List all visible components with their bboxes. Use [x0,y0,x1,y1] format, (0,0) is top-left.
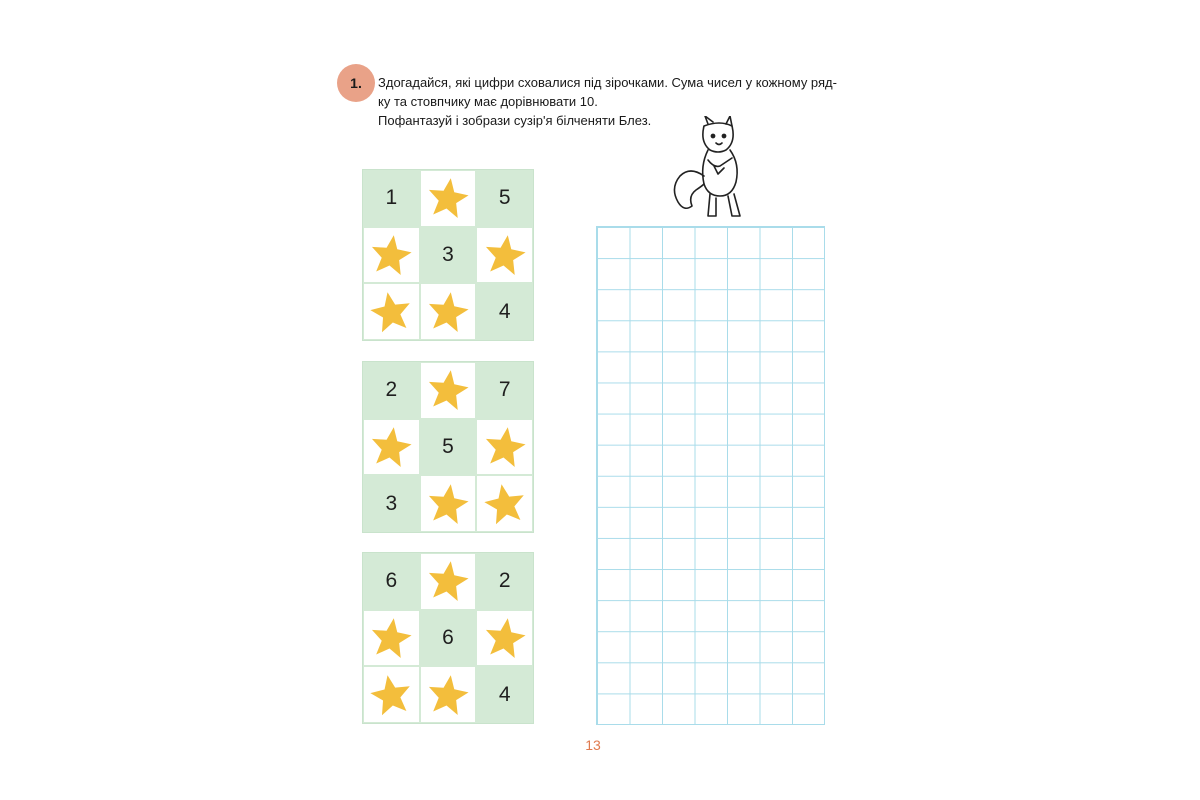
cell-digit: 3 [385,491,398,515]
number-cell [476,170,533,227]
star-icon [424,480,472,528]
hidden-digit-cell [420,170,477,227]
star-icon [367,671,415,719]
cell-digit: 5 [498,186,511,210]
star-icon [424,366,472,414]
squirrel-illustration [670,116,752,220]
cell-digit: 7 [498,378,511,402]
cell-digit: 3 [442,242,454,266]
hidden-digit-cell [476,610,533,667]
number-puzzle-3 [362,552,534,724]
instruction-line: ку та стовпчику має дорівнювати 10. [378,94,598,109]
star-icon [481,423,529,471]
number-puzzle-2 [362,361,534,533]
number-cell [420,419,477,476]
task-instructions [378,73,848,130]
cell-digit: 2 [498,569,511,593]
hidden-digit-cell [420,666,477,723]
star-icon [481,614,529,662]
number-cell [420,227,477,284]
star-icon [367,231,415,279]
star-icon [481,480,529,528]
hidden-digit-cell [363,419,420,476]
number-cell [476,553,533,610]
drawing-grid[interactable] [596,226,825,725]
number-cell [363,553,420,610]
task-number: 1. [350,75,362,91]
hidden-digit-cell [420,475,477,532]
cell-digit: 6 [385,569,398,593]
cell-digit: 4 [498,299,511,323]
cell-digit: 4 [498,682,511,706]
page-number: 13 [585,737,601,753]
number-cell [476,283,533,340]
star-icon [424,671,472,719]
hidden-digit-cell [363,666,420,723]
hidden-digit-cell [420,362,477,419]
hidden-digit-cell [476,475,533,532]
instruction-line: Пофантазуй і зобрази сузір'я білченяти Блез. [378,113,652,128]
number-cell [363,362,420,419]
hidden-digit-cell [420,553,477,610]
star-icon [424,174,472,222]
hidden-digit-cell [476,227,533,284]
task-number-badge [337,64,375,102]
cell-digit: 5 [442,434,454,458]
number-cell [420,610,477,667]
cell-digit: 6 [442,625,454,649]
number-cell [363,170,420,227]
cell-digit: 1 [385,186,398,210]
star-icon [367,423,415,471]
number-cell [363,475,420,532]
star-icon [367,288,415,336]
hidden-digit-cell [363,227,420,284]
hidden-digit-cell [420,283,477,340]
star-icon [481,231,529,279]
hidden-digit-cell [476,419,533,476]
instruction-line: Здогадайся, які цифри сховалися під зірочками. Сума чисел у кожному ряд- [378,75,837,90]
number-cell [476,666,533,723]
star-icon [424,288,472,336]
star-icon [424,557,472,605]
star-icon [367,614,415,662]
hidden-digit-cell [363,283,420,340]
number-puzzle-1 [362,169,534,341]
cell-digit: 2 [385,378,398,402]
hidden-digit-cell [363,610,420,667]
number-cell [476,362,533,419]
